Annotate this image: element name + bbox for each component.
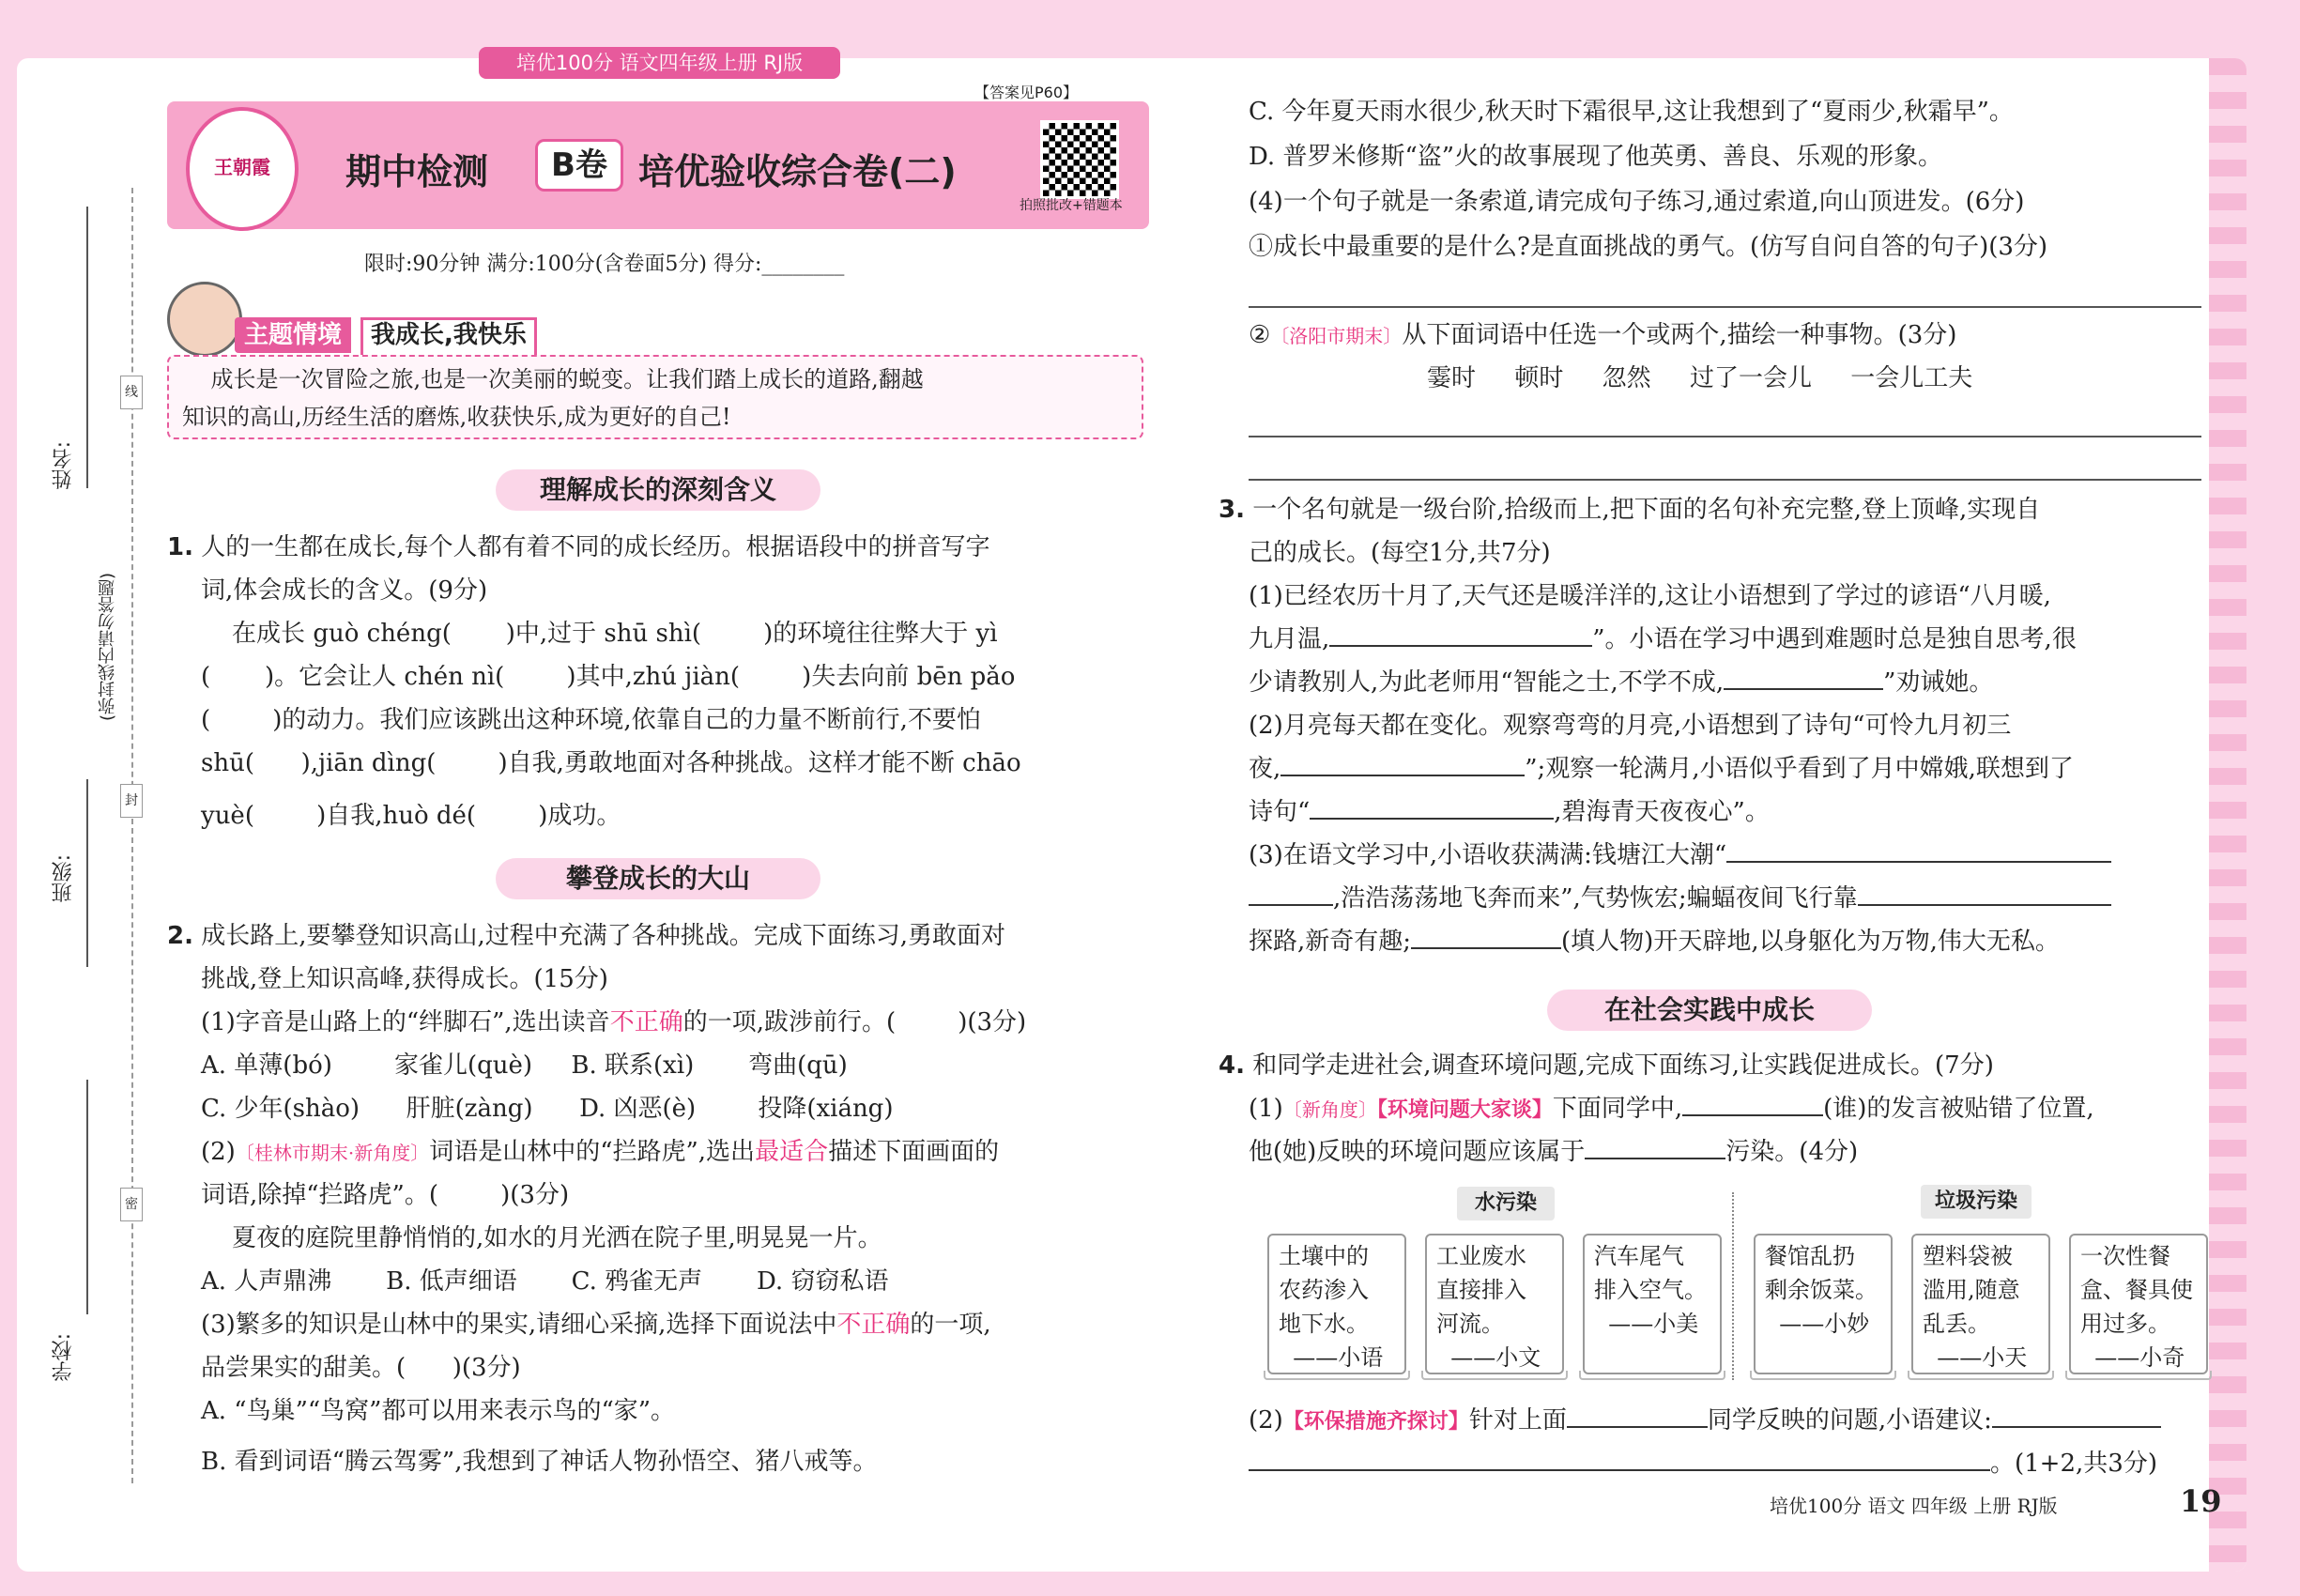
q2-options: A. “鸟巢”“鸟窝”都可以用来表示鸟的“家”。 [201, 1397, 676, 1425]
exam-meta: 限时:90分钟 满分:100分(含卷面5分) 得分:________ [364, 253, 845, 276]
q3-line: (3)在语文学习中,小语收获满满:钱塘江大潮“ [1249, 834, 2111, 877]
series-banner: 培优100分 语文四年级上册 RJ版 [479, 47, 840, 79]
word-list: 霎时 顿时 忽然 过了一会儿 一会儿工夫 [1427, 364, 1973, 392]
section-title-2: 攀登成长的大山 [496, 858, 820, 899]
q4-part2-line2: 。(1+2,共3分) [1249, 1442, 2157, 1485]
q3-line: 夜, ”;观察一轮满月,小语似乎看到了月中嫦娥,联想到了 [1249, 747, 2074, 790]
blank[interactable] [1567, 1402, 1708, 1428]
q2: 2. 成长路上,要攀登知识高山,过程中充满了各种挑战。完成下面练习,勇敢面对 [167, 922, 1006, 950]
q3: 3. 一个名句就是一级台阶,拾级而上,把下面的名句补充完整,登上顶峰,实现自 [1219, 496, 2041, 524]
wavy-border [2209, 58, 2246, 1572]
q3-line: (2)月亮每天都在变化。观察弯弯的月亮,小语想到了诗句“可怜九月初三 [1249, 712, 2012, 740]
q2-part4b: ②〔洛阳市期末〕从下面词语中任选一个或两个,描绘一种事物。(3分) [1249, 321, 1957, 349]
answer-line[interactable] [1249, 436, 2201, 437]
scene-intro: 成长是一次冒险之旅,也是一次美丽的蜕变。让我们踏上成长的道路,翻越 知识的高山,历经生活的磨炼,收获快乐,成为更好的自己! [167, 355, 1143, 439]
class-label: 班级: [52, 854, 75, 903]
name-label: 姓名: [52, 441, 75, 490]
q1-line: 在成长 guò chéng( )中,过于 shū shì( )的环境往往弊大于 yì [201, 620, 998, 648]
q2-options: A. 人声鼎沸 B. 低声细语 C. 鸦雀无声 D. 窃窃私语 [201, 1267, 889, 1296]
paper-badge: B卷 [535, 139, 623, 192]
seal-mark-secret: 密 [120, 1188, 143, 1221]
blank[interactable] [1411, 923, 1561, 949]
girl-illustration-icon [167, 282, 242, 357]
qr-code-icon[interactable] [1040, 120, 1119, 199]
answer-reference: 【答案见P60】 [974, 84, 1079, 101]
q1-line: ( )的动力。我们应该跳出这种环境,依靠自己的力量不断前行,不要怕 [201, 706, 981, 734]
q3-line: 己的成长。(每空1分,共7分) [1249, 539, 1551, 567]
blank[interactable] [1249, 1445, 1990, 1471]
binding-column [28, 160, 141, 1493]
q1-line: shū( ),jiān dìng( )自我,勇敢地面对各种挑战。这样才能不断 chāo [201, 749, 1021, 777]
q4-part1-line2: 他(她)反映的环境问题应该属于 污染。(4分) [1249, 1130, 1858, 1174]
scene-title: 我成长,我快乐 [360, 317, 537, 359]
q3-line: (1)已经农历十月了,天气还是暖洋洋的,这让小语想到了学过的谚语“八月暖, [1249, 582, 2051, 610]
q2-option-d: D. 普罗米修斯“盗”火的故事展现了他英勇、善良、乐观的形象。 [1249, 143, 1943, 171]
qr-caption: 拍照批改+错题本 [1020, 198, 1123, 213]
school-label: 学校: [52, 1333, 75, 1382]
q4-part2: (2)【环保措施齐探讨】针对上面 同学反映的问题,小语建议: [1249, 1399, 2161, 1443]
q1-line: ( )。它会让人 chén nì( )其中,zhú jiàn( )失去向前 bēn pǎo [201, 663, 1016, 691]
q3-line: 诗句“ ,碧海青天夜夜心”。 [1249, 790, 1770, 834]
q4-part1: (1)〔新角度〕【环境问题大家谈】下面同学中, (谁)的发言被贴错了位置, [1249, 1087, 2094, 1131]
seal-notice: (弥封线内请勿答题) [98, 573, 117, 722]
blank[interactable] [1585, 1133, 1725, 1159]
statement-card[interactable]: 塑料袋被 滥用,随意 乱丢。 ——小天 [1911, 1234, 2050, 1374]
statement-card[interactable]: 土壤中的 农药渗入 地下水。 ——小语 [1267, 1234, 1406, 1374]
blank[interactable] [1329, 621, 1592, 647]
statement-card[interactable]: 汽车尾气 排入空气。 ——小美 [1583, 1234, 1722, 1374]
garbage-pollution-label: 垃圾污染 [1921, 1185, 2032, 1219]
q2-line: 词语,除掉“拦路虎”。( )(3分) [201, 1181, 570, 1209]
q2-part2: (2)〔桂林市期末·新角度〕词语是山林中的“拦路虎”,选出最适合描述下面画面的 [201, 1138, 1000, 1166]
q2-passage: 夏夜的庭院里静悄悄的,如水的月光洒在院子里,明晃晃一片。 [201, 1224, 882, 1252]
q4: 4. 和同学走进社会,调查环境问题,完成下面练习,让实践促进成长。(7分) [1219, 1051, 1994, 1080]
blank[interactable] [1249, 880, 1333, 906]
blank[interactable] [1726, 836, 2111, 863]
name-line [86, 207, 88, 488]
blank[interactable] [1280, 750, 1525, 776]
blank[interactable] [1724, 664, 1883, 690]
q2-part3: (3)繁多的知识是山林中的果实,请细心采摘,选择下面说法中不正确的一项, [201, 1311, 991, 1339]
statement-card[interactable]: 餐馆乱扔 剩余饭菜。 ——小妙 [1754, 1234, 1893, 1374]
answer-line[interactable] [1249, 306, 2201, 308]
exam-subtitle: 培优验收综合卷(二) [638, 151, 957, 192]
seal-mark-seal: 封 [120, 784, 143, 818]
q1-line: 词,体会成长的含义。(9分) [201, 576, 488, 605]
school-line [86, 1080, 88, 1314]
blank[interactable] [1682, 1090, 1823, 1116]
q3-line: 探路,新奇有趣; (填人物)开天辟地,以身躯化为万物,伟大无私。 [1249, 920, 2060, 963]
statement-card[interactable]: 工业废水 直接排入 河流。 ——小文 [1425, 1234, 1564, 1374]
q2-options: A. 单薄(bó) 家雀儿(què) B. 联系(xì) 弯曲(qū) [201, 1051, 848, 1080]
q2-line: 挑战,登上知识高峰,获得成长。(15分) [201, 965, 608, 993]
blank[interactable] [1858, 880, 2111, 906]
section-title-1: 理解成长的深刻含义 [496, 469, 820, 511]
q2-part4: (4)一个句子就是一条索道,请完成句子练习,通过索道,向山顶进发。(6分) [1249, 188, 2025, 216]
q1: 1. 人的一生都在成长,每个人都有着不同的成长经历。根据语段中的拼音写字 [167, 533, 990, 561]
answer-line[interactable] [1249, 479, 2201, 481]
scene-tag: 主题情境 [235, 317, 351, 353]
q2-part1: (1)字音是山路上的“绊脚石”,选出读音不正确的一项,跋涉前行。( )(3分) [201, 1008, 1027, 1036]
q1-line: yuè( )自我,huò dé( )成功。 [201, 802, 621, 830]
q3-line: 九月温, ”。小语在学习中遇到难题时总是独自思考,很 [1249, 618, 2077, 661]
brand-logo: 王朝霞 [186, 107, 299, 231]
q3-line: ,浩浩荡荡地飞奔而来”,气势恢宏;蝙蝠夜间飞行靠 [1249, 877, 2111, 920]
q3-line: 少请教别人,为此老师用“智能之士,不学不成, ”劝诫她。 [1249, 661, 1993, 704]
blank[interactable] [1992, 1402, 2161, 1428]
exam-header [167, 101, 1149, 229]
page-footer: 培优100分 语文 四年级 上册 RJ版 [1770, 1495, 2058, 1517]
water-pollution-label: 水污染 [1457, 1187, 1555, 1220]
q2-options: B. 看到词语“腾云驾雾”,我想到了神话人物孙悟空、猪八戒等。 [201, 1448, 878, 1476]
q2-part4a: ①成长中最重要的是什么?是直面挑战的勇气。(仿写自问自答的句子)(3分) [1249, 233, 2048, 261]
page-number: 19 [2180, 1483, 2222, 1519]
q2-line: 品尝果实的甜美。( )(3分) [201, 1354, 521, 1382]
blank[interactable] [1310, 793, 1554, 820]
section-title-3: 在社会实践中成长 [1547, 990, 1872, 1031]
category-divider [1732, 1192, 1734, 1380]
statement-card[interactable]: 一次性餐 盒、餐具使 用过多。 ——小奇 [2069, 1234, 2208, 1374]
q2-option-c: C. 今年夏天雨水很少,秋天时下霜很早,这让我想到了“夏雨少,秋霜早”。 [1249, 98, 2014, 126]
exam-title: 期中检测 [345, 151, 489, 192]
class-line [86, 779, 88, 967]
q2-options: C. 少年(shào) 肝脏(zàng) D. 凶恶(è) 投降(xiáng) [201, 1095, 894, 1123]
seal-mark-line: 线 [120, 376, 143, 409]
